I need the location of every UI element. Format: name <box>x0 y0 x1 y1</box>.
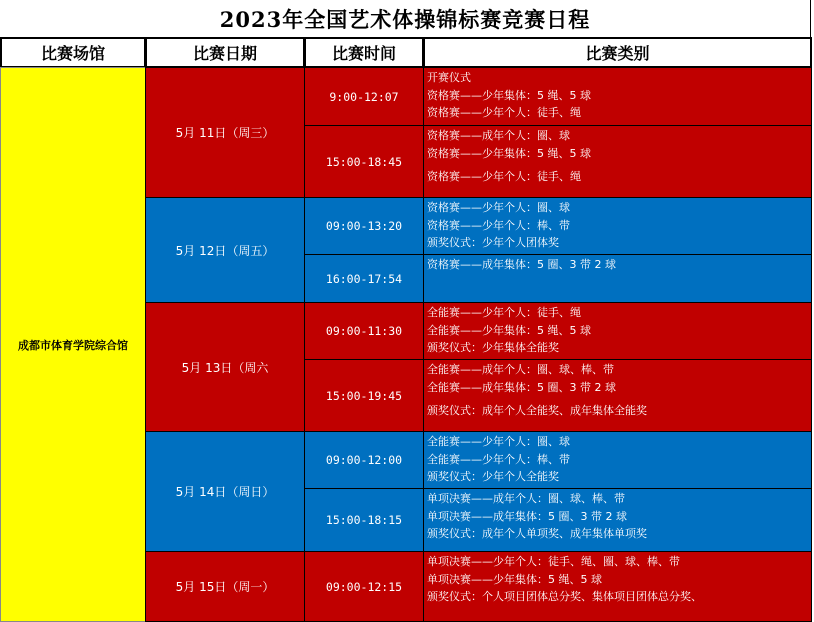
day-date-cell: 5月 13日（周六 <box>145 302 305 432</box>
event-line: 单项决赛——成年个人：圈、球、棒、带 <box>427 492 625 505</box>
event-line: 颁奖仪式：少年个人团体奖 <box>427 236 559 249</box>
event-line: 资格赛——少年个人：徒手、绳 <box>427 106 581 119</box>
day-date-cell: 5月 11日（周三） <box>145 67 305 198</box>
session-time-cell: 09:00-13:20 <box>304 197 424 255</box>
event-line: 全能赛——成年个人：圈、球、棒、带 <box>427 363 614 376</box>
session-time-cell: 16:00-17:54 <box>304 254 424 303</box>
session-events-cell <box>423 197 812 255</box>
event-line: 资格赛——少年个人：徒手、绳 <box>427 170 581 183</box>
event-line: 资格赛——成年集体：5 圈、3 带 2 球 <box>427 258 616 271</box>
session-events-cell <box>423 551 812 622</box>
session-time-cell: 9:00-12:07 <box>304 67 424 126</box>
session-time-cell: 15:00-18:45 <box>304 125 424 198</box>
header-date: 比赛日期 <box>145 37 305 68</box>
session-events-cell <box>423 67 812 126</box>
event-line: 资格赛——成年个人：圈、球 <box>427 129 570 142</box>
session-events-cell <box>423 125 812 198</box>
day-date-cell: 5月 12日（周五） <box>145 197 305 303</box>
event-line: 全能赛——少年集体：5 绳、5 球 <box>427 323 591 337</box>
event-line: 单项决赛——成年集体：5 圈、3 带 2 球 <box>427 509 627 523</box>
venue-cell: 成都市体育学院综合馆 <box>0 67 146 622</box>
session-events-cell <box>423 431 812 489</box>
event-line: 全能赛——少年个人：圈、球 <box>427 435 570 448</box>
event-line: 资格赛——少年集体：5 绳、5 球 <box>427 88 591 102</box>
event-line: 全能赛——成年集体：5 圈、3 带 2 球 <box>427 380 616 394</box>
session-events-cell <box>423 359 812 432</box>
event-line: 资格赛——少年个人：棒、带 <box>427 218 570 232</box>
session-events-cell <box>423 488 812 552</box>
session-time-cell: 09:00-11:30 <box>304 302 424 360</box>
event-line: 颁奖仪式：少年集体全能奖 <box>427 341 559 354</box>
session-time-cell: 09:00-12:15 <box>304 551 424 622</box>
session-time-cell: 15:00-18:15 <box>304 488 424 552</box>
header-time: 比赛时间 <box>304 37 424 68</box>
event-line: 单项决赛——少年个人：徒手、绳、圈、球、棒、带 <box>427 555 680 568</box>
event-line: 全能赛——少年个人：棒、带 <box>427 452 570 466</box>
header-category: 比赛类别 <box>423 37 812 68</box>
event-line: 资格赛——少年集体：5 绳、5 球 <box>427 146 591 160</box>
event-line: 开赛仪式 <box>427 71 471 84</box>
session-events-cell <box>423 302 812 360</box>
session-events-cell <box>423 254 812 303</box>
day-date-cell: 5月 14日（周日） <box>145 431 305 552</box>
event-line: 全能赛——少年个人：徒手、绳 <box>427 306 581 319</box>
day-date-cell: 5月 15日（周一） <box>145 551 305 622</box>
event-line: 颁奖仪式：少年个人全能奖 <box>427 470 559 483</box>
event-line: 单项决赛——少年集体：5 绳、5 球 <box>427 572 602 586</box>
event-line: 颁奖仪式：成年个人全能奖、成年集体全能奖 <box>427 404 647 417</box>
event-line: 颁奖仪式：成年个人单项奖、成年集体单项奖 <box>427 527 647 540</box>
event-line: 颁奖仪式：个人项目团体总分奖、集体项目团体总分奖、 <box>427 590 702 603</box>
header-venue: 比赛场馆 <box>0 37 146 68</box>
event-line: 资格赛——少年个人：圈、球 <box>427 201 570 214</box>
session-time-cell: 09:00-12:00 <box>304 431 424 489</box>
page-title: 2023年全国艺术体操锦标赛竞赛日程 <box>0 0 811 37</box>
session-time-cell: 15:00-19:45 <box>304 359 424 432</box>
